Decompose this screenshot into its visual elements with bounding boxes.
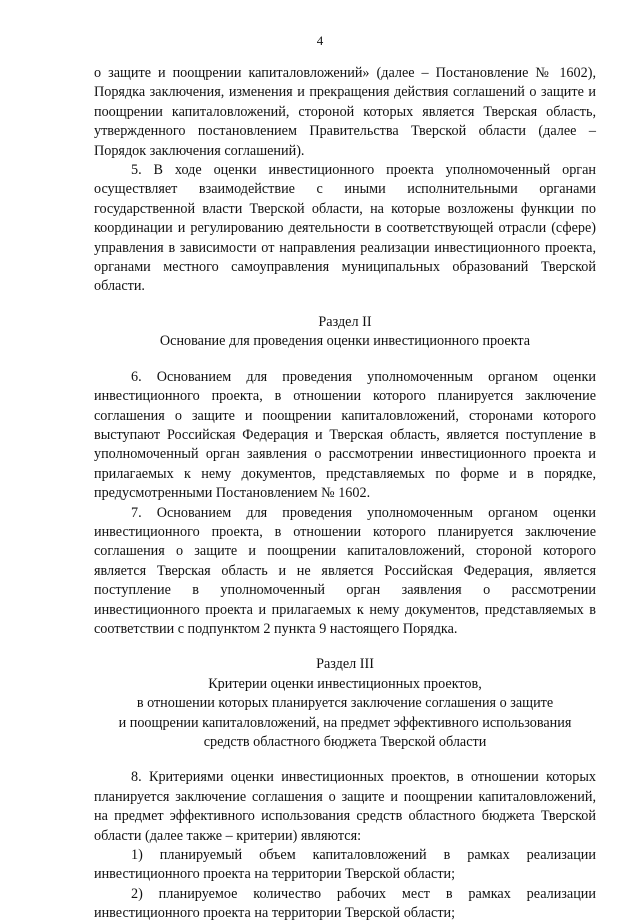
paragraph-5: 5. В ходе оценки инвестиционного проекта уполномоченный орган осуществляет взаимодействие с иными исполнительными органами государственной власти Тверской области, на которые возложены функции по координации и регулированию деятельности в соответствующей отрасли (сфере) управления в зависимости от направления реализации инвестиционного проекта, органами местного самоуправления муниципальных образований Тверской области. xyxy=(94,162,596,295)
section-2-heading xyxy=(94,313,596,352)
section-2-label: Раздел II xyxy=(318,313,372,330)
paragraph-6: 6. Основанием для проведения уполномоченным органом оценки инвестиционного проекта, в отношении которого планируется заключение соглашения о защите и поощрении капиталовложений, сторонами которого выступают Российская Федерация и Тверская область, является поступление в уполномоченный орган заявления о рассмотрении инвестиционного проекта и прилагаемых к нему документов, представляемых по форме и в порядке, предусмотренными Постановлением № 1602. xyxy=(94,368,596,502)
paragraph-7: 7. Основанием для проведения уполномоченным органом оценки инвестиционного проекта, в отношении которого планируется заключение соглашения о защите и поощрении капиталовложений, стороной которого является Тверская область и не является Российская Федерация, является поступление в уполномоченный орган заявления о рассмотрении инвестиционного проекта и прилагаемых к нему документов, представляемых в соответствии с подпунктом 2 пункта 9 настоящего Порядка. xyxy=(94,504,596,637)
section-3-title-line-4: средств областного бюджета Тверской области xyxy=(203,734,487,750)
paragraph-8-item-2: 2) планируемое количество рабочих мест в рамках реализации инвестиционного проекта на территории Тверской области; xyxy=(94,885,596,922)
section-2-title: Основание для проведения оценки инвестиционного проекта xyxy=(159,333,531,350)
paragraph-8-item-1: 1) планируемый объем капиталовложений в рамках реализации инвестиционного проекта на территории Тверской области; xyxy=(94,847,596,883)
paragraph-continuation: о защите и поощрении капиталовложений» (далее – Постановление № 1602), Порядка заключения, изменения и прекращения действия соглашений о защите и поощрении капиталовложений, стороной которых является Тверская область, утвержденного постановлением Правительства Тверской области (далее – Порядок заключения соглашений). xyxy=(94,65,596,159)
section-3-title-line-3: и поощрении капиталовложений, на предмет эффективного использования xyxy=(118,714,572,731)
paragraph-8: 8. Критериями оценки инвестиционных проектов, в отношении которых планируется заключение соглашения о защите и поощрении капиталовложений, на предмет эффективного использования средств областного бюджета Тверской области (далее также – критерии) являются: xyxy=(94,769,596,844)
section-3-title-line-1: Критерии оценки инвестиционных проектов, xyxy=(208,675,482,692)
section-3-heading xyxy=(94,655,596,752)
page-number: 4 xyxy=(316,33,324,48)
document-body xyxy=(94,64,596,924)
section-3-label: Раздел III xyxy=(316,656,374,673)
section-3-title-line-2: в отношении которых планируется заключение соглашения о защите xyxy=(136,695,554,712)
